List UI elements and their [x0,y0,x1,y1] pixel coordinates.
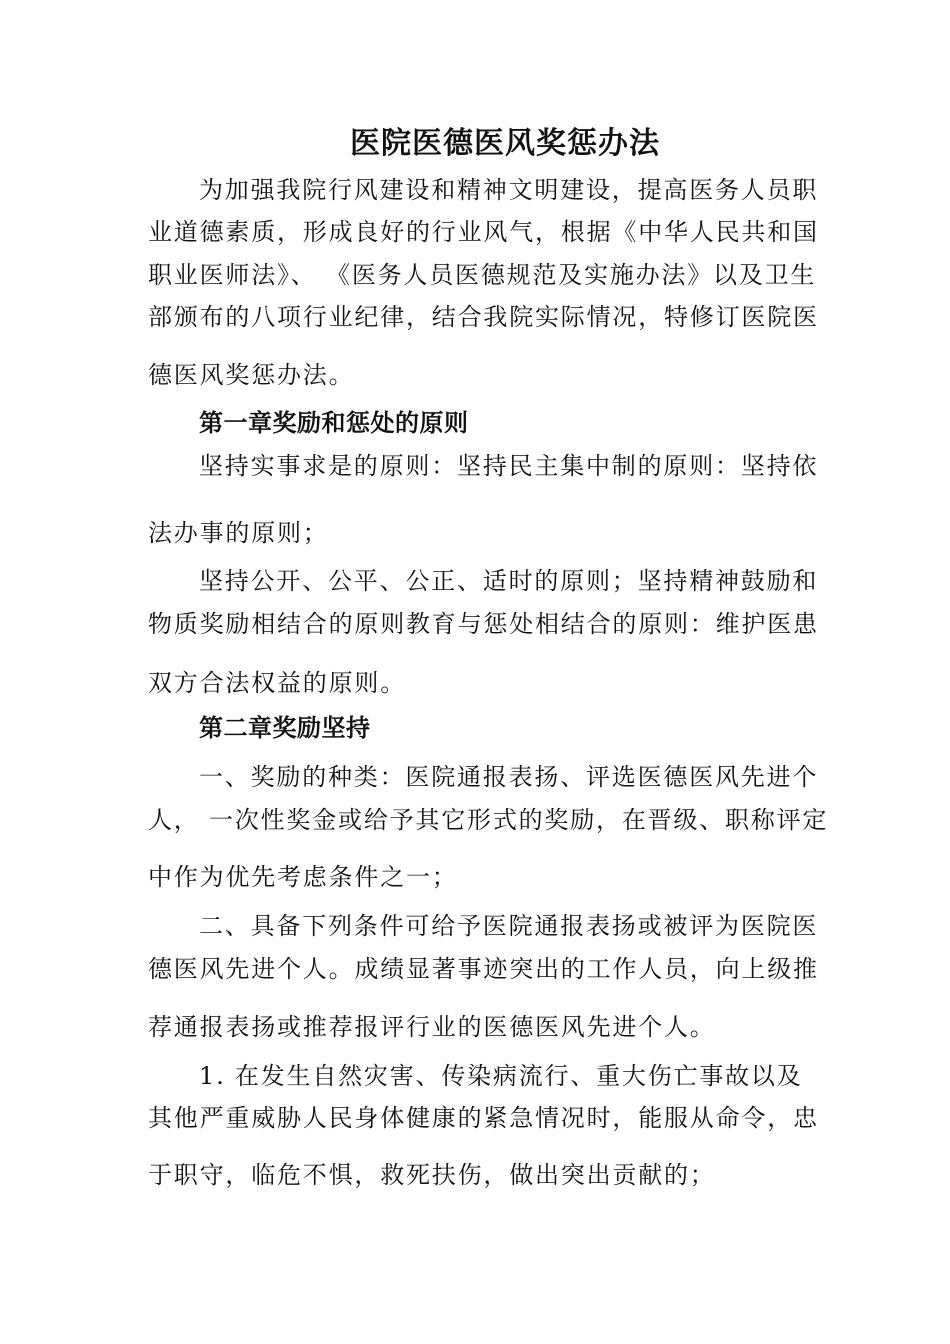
paragraph-line: 坚持公开、公平、公正、适时的原则；坚持精神鼓励和 [199,567,819,595]
paragraph-line: 于职守，临危不惧，救死扶伤，做出突出贡献的； [148,1161,716,1189]
paragraph-line: 双方合法权益的原则。 [148,669,406,697]
paragraph-line: 为加强我院行风建设和精神文明建设，提高医务人员职 [199,176,819,204]
paragraph-line: 业道德素质，形成良好的行业风气，根据《中华人民共和国 [148,218,819,246]
paragraph-line: 部颁布的八项行业纪律，结合我院实际情况，特修订医院医 [148,303,819,331]
paragraph-line: 二、具备下列条件可给予医院通报表扬或被评为医院医 [199,912,819,940]
paragraph-line: 人， 一次性奖金或给予其它形式的奖励，在晋级、职称评定 [148,806,829,834]
paragraph-line: 物质奖励相结合的原则教育与惩处相结合的原则：维护医患 [148,610,819,638]
paragraph-line: 1. 在发生自然灾害、传染病流行、重大伤亡事故以及 [199,1062,803,1090]
paragraph-line: 中作为优先考虑条件之一； [148,863,458,891]
paragraph-line: 职业医师法》、 《医务人员医德规范及实施办法》以及卫生 [148,261,817,289]
paragraph-line: 德医风奖惩办法。 [148,361,355,389]
paragraph-line: 法办事的原则； [148,519,329,547]
document-title: 医院医德医风奖惩办法 [350,126,660,161]
paragraph-line: 一、奖励的种类：医院通报表扬、评选医德医风先进个 [199,763,819,791]
paragraph-line: 德医风先进个人。成绩显著事迹突出的工作人员，向上级推 [148,955,819,983]
chapter-heading: 第一章奖励和惩处的原则 [199,408,469,437]
paragraph-line: 其他严重威胁人民身体健康的紧急情况时，能服从命令，忠 [148,1104,819,1132]
paragraph-line: 坚持实事求是的原则：坚持民主集中制的原则：坚持依 [199,452,819,480]
paragraph-line: 荐通报表扬或推荐报评行业的医德医风先进个人。 [148,1013,716,1041]
chapter-heading: 第二章奖励坚持 [199,713,371,742]
